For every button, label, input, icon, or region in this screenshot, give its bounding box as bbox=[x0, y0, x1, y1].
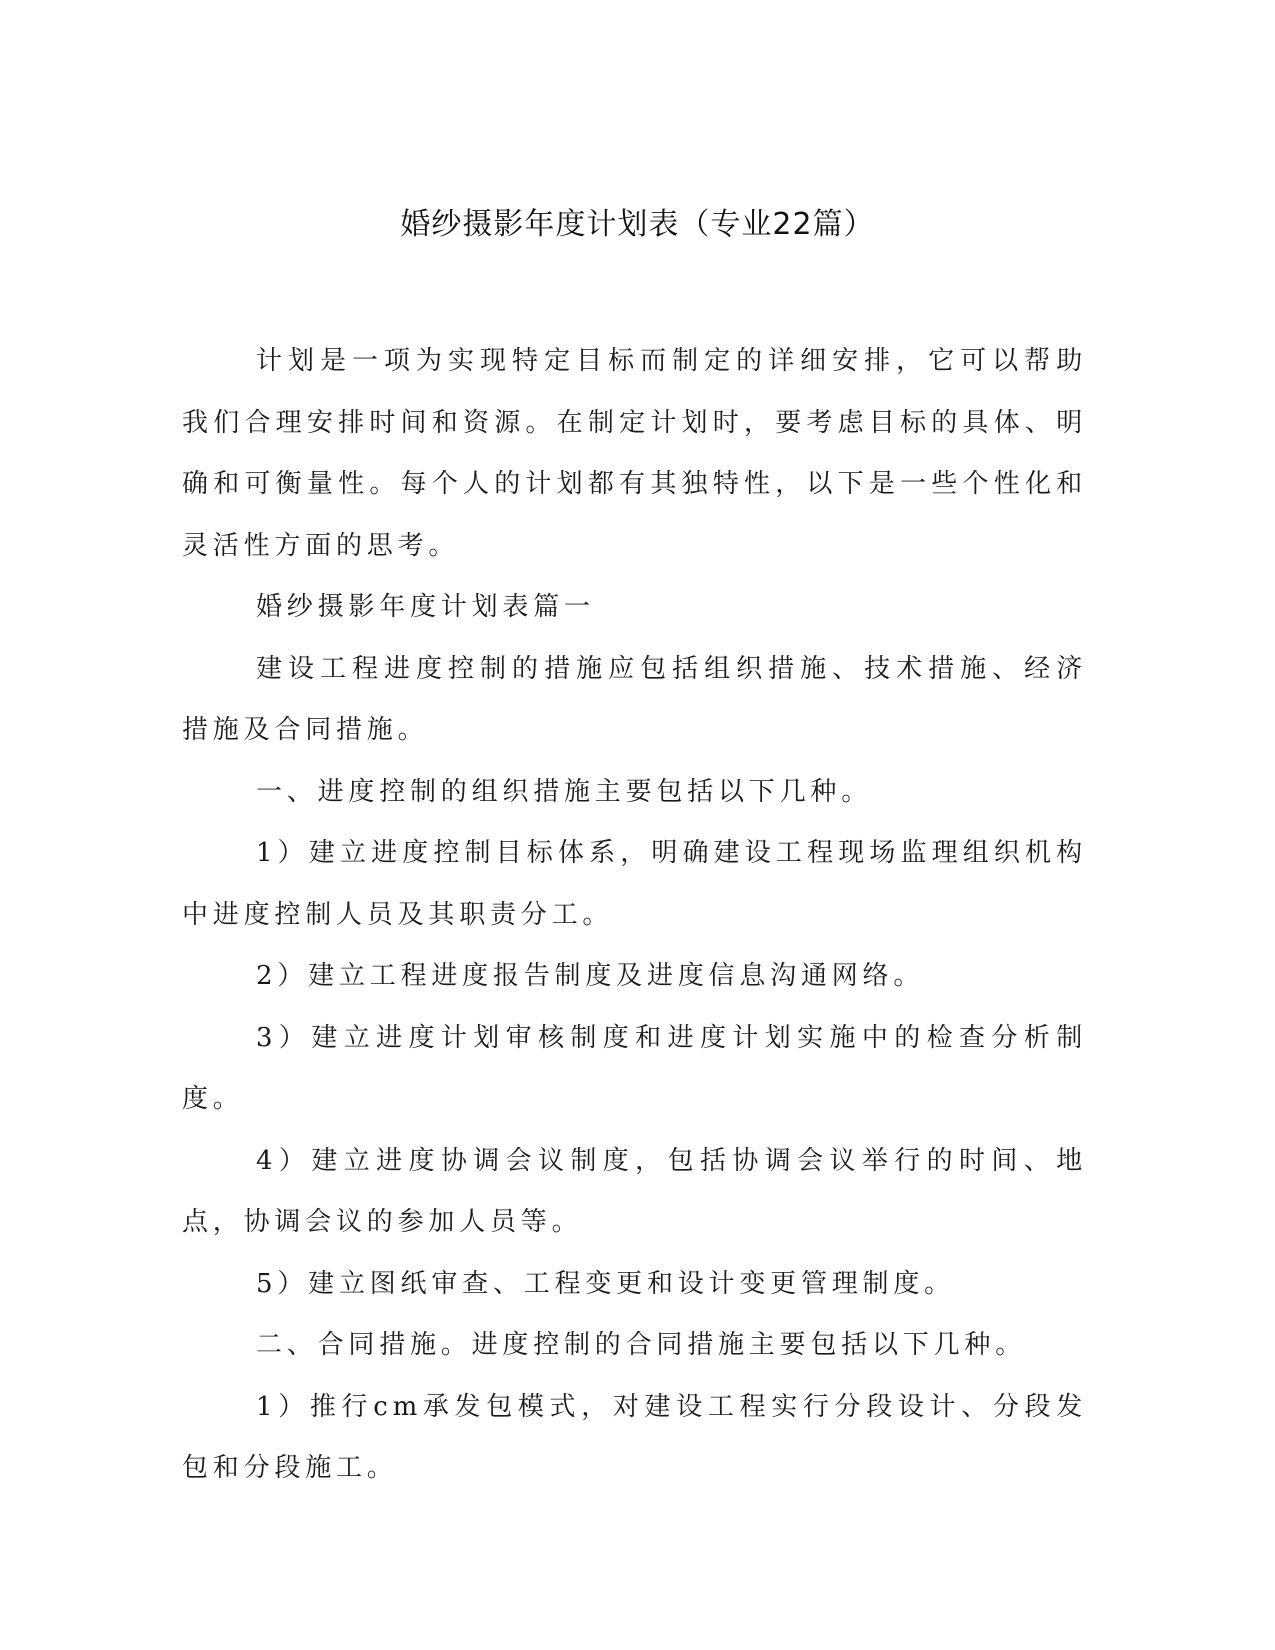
list-item-org-1: 1）建立进度控制目标体系，明确建设工程现场监理组织机构中进度控制人员及其职责分工。 bbox=[182, 838, 1087, 930]
document-body bbox=[182, 331, 1087, 1500]
list-item-org-5: 5）建立图纸审查、工程变更和设计变更管理制度。 bbox=[256, 1268, 955, 1299]
paragraph-contract-measures: 二、合同措施。进度控制的合同措施主要包括以下几种。 bbox=[256, 1330, 1027, 1360]
list-item-org-3: 3）建立进度计划审核制度和进度计划实施中的检查分析制度。 bbox=[182, 1022, 1087, 1114]
paragraph-organizational-measures: 一、进度控制的组织措施主要包括以下几种。 bbox=[256, 776, 873, 807]
paragraph-intro: 计划是一项为实现特定目标而制定的详细安排，它可以帮助我们合理安排时间和资源。在制定计划时，要考虑目标的具体、明确和可衡量性。每个人的计划都有其独特性，以下是一些个性化和灵活性方面的思考。 bbox=[182, 346, 1087, 561]
document-title: 婚纱摄影年度计划表（专业22篇） bbox=[400, 207, 875, 242]
paragraph-measures-overview: 建设工程进度控制的措施应包括组织措施、技术措施、经济措施及合同措施。 bbox=[182, 653, 1087, 745]
section-heading-part-one: 婚纱摄影年度计划表篇一 bbox=[256, 592, 595, 622]
list-item-contract-1: 1）推行cm承发包模式，对建设工程实行分段设计、分段发包和分段施工。 bbox=[182, 1391, 1087, 1483]
list-item-org-4: 4）建立进度协调会议制度，包括协调会议举行的时间、地点，协调会议的参加人员等。 bbox=[182, 1145, 1087, 1237]
list-item-org-2: 2）建立工程进度报告制度及进度信息沟通网络。 bbox=[256, 961, 925, 991]
